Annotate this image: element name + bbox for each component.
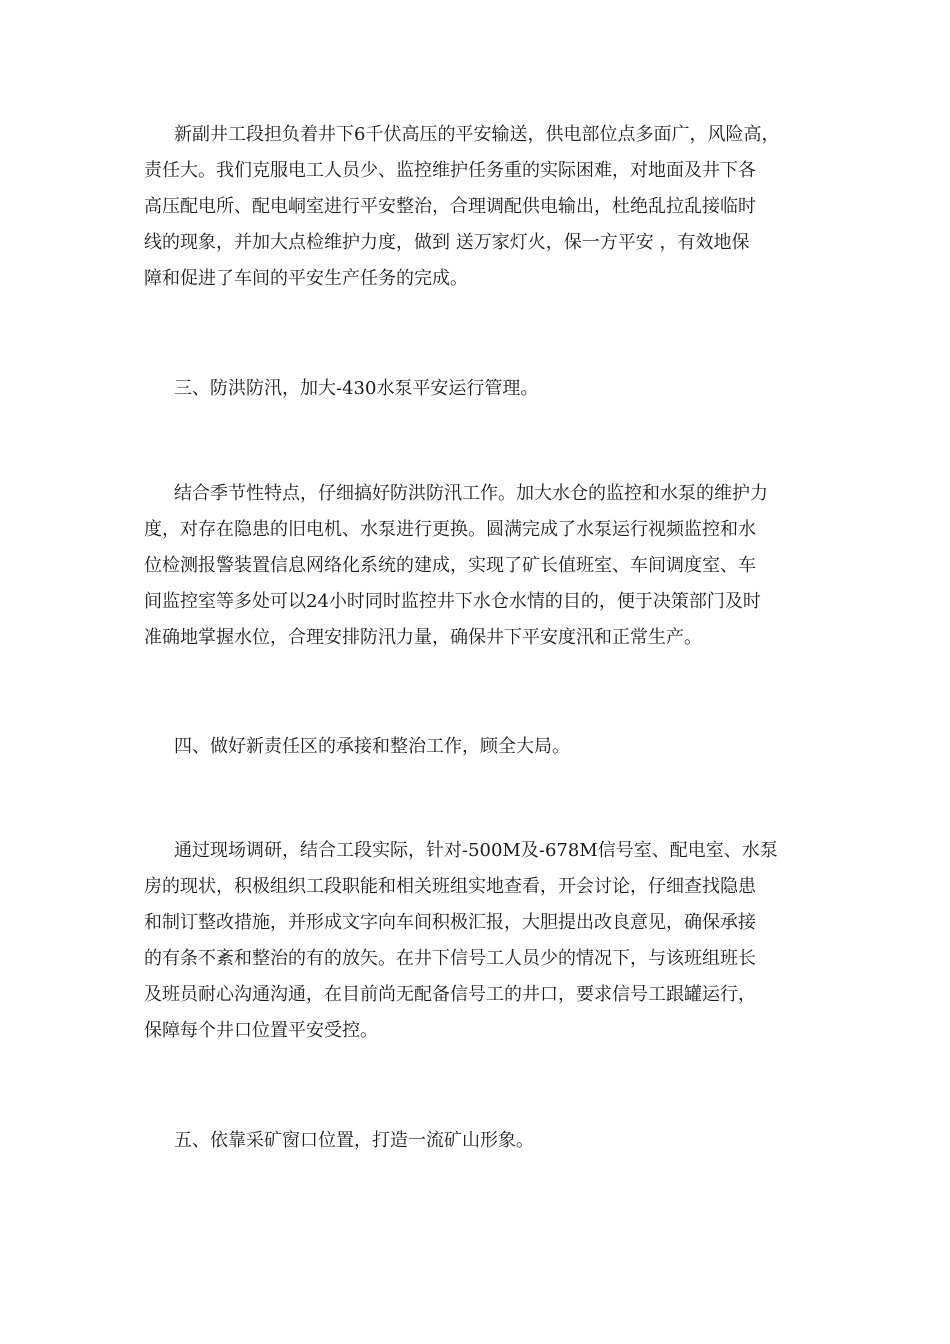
paragraph-line: 障和促进了车间的平安生产任务的完成。 <box>144 268 468 289</box>
paragraph-power-supply <box>144 117 808 297</box>
paragraph-line: 保障每个井口位置平安受控。 <box>144 1020 378 1041</box>
paragraph-line: 及班员耐心沟通沟通，在目前尚无配备信号工的井口，要求信号工跟罐运行， <box>144 984 756 1005</box>
paragraph-line: 房的现状，积极组织工段职能和相关班组实地查看，开会讨论，仔细查找隐患 <box>144 876 756 897</box>
paragraph-line: 的有条不紊和整治的有的放矢。在井下信号工人员少的情况下，与该班组班长 <box>144 948 756 969</box>
paragraph-line: 新副井工段担负着井下6千伏高压的平安输送，供电部位点多面广，风险高， <box>174 124 780 145</box>
section-heading-4 <box>144 729 808 765</box>
paragraph-line: 间监控室等多处可以24小时同时监控井下水仓水情的目的，便于决策部门及时 <box>144 591 761 612</box>
paragraph-line: 责任大。我们克服电工人员少、监控维护任务重的实际困难，对地面及井下各 <box>144 160 756 181</box>
paragraph-line: 结合季节性特点，仔细搞好防洪防汛工作。加大水仓的监控和水泵的维护力 <box>174 483 768 504</box>
heading-text: 三、防洪防汛，加大-430水泵平安运行管理。 <box>174 378 539 399</box>
paragraph-flood-control <box>144 476 808 656</box>
section-heading-3 <box>144 371 808 407</box>
paragraph-line: 位检测报警装置信息网络化系统的建成，实现了矿长值班室、车间调度室、车 <box>144 555 756 576</box>
heading-text: 五、依靠采矿窗口位置，打造一流矿山形象。 <box>174 1130 534 1151</box>
paragraph-line: 通过现场调研，结合工段实际，针对-500M及-678M信号室、配电室、水泵 <box>174 840 778 861</box>
section-heading-5 <box>144 1123 808 1159</box>
paragraph-line: 准确地掌握水位，合理安排防汛力量，确保井下平安度汛和正常生产。 <box>144 627 702 648</box>
paragraph-line: 高压配电所、配电峒室进行平安整治，合理调配供电输出，杜绝乱拉乱接临时 <box>144 196 756 217</box>
paragraph-line: 线的现象，并加大点检维护力度，做到 送万家灯火，保一方平安 ，有效地保 <box>144 232 750 253</box>
paragraph-line: 和制订整改措施，并形成文字向车间积极汇报，大胆提出改良意见，确保承接 <box>144 912 756 933</box>
paragraph-line: 度，对存在隐患的旧电机、水泵进行更换。圆满完成了水泵运行视频监控和水 <box>144 519 756 540</box>
heading-text: 四、做好新责任区的承接和整治工作，顾全大局。 <box>174 736 570 757</box>
paragraph-responsibility-area <box>144 833 808 1049</box>
